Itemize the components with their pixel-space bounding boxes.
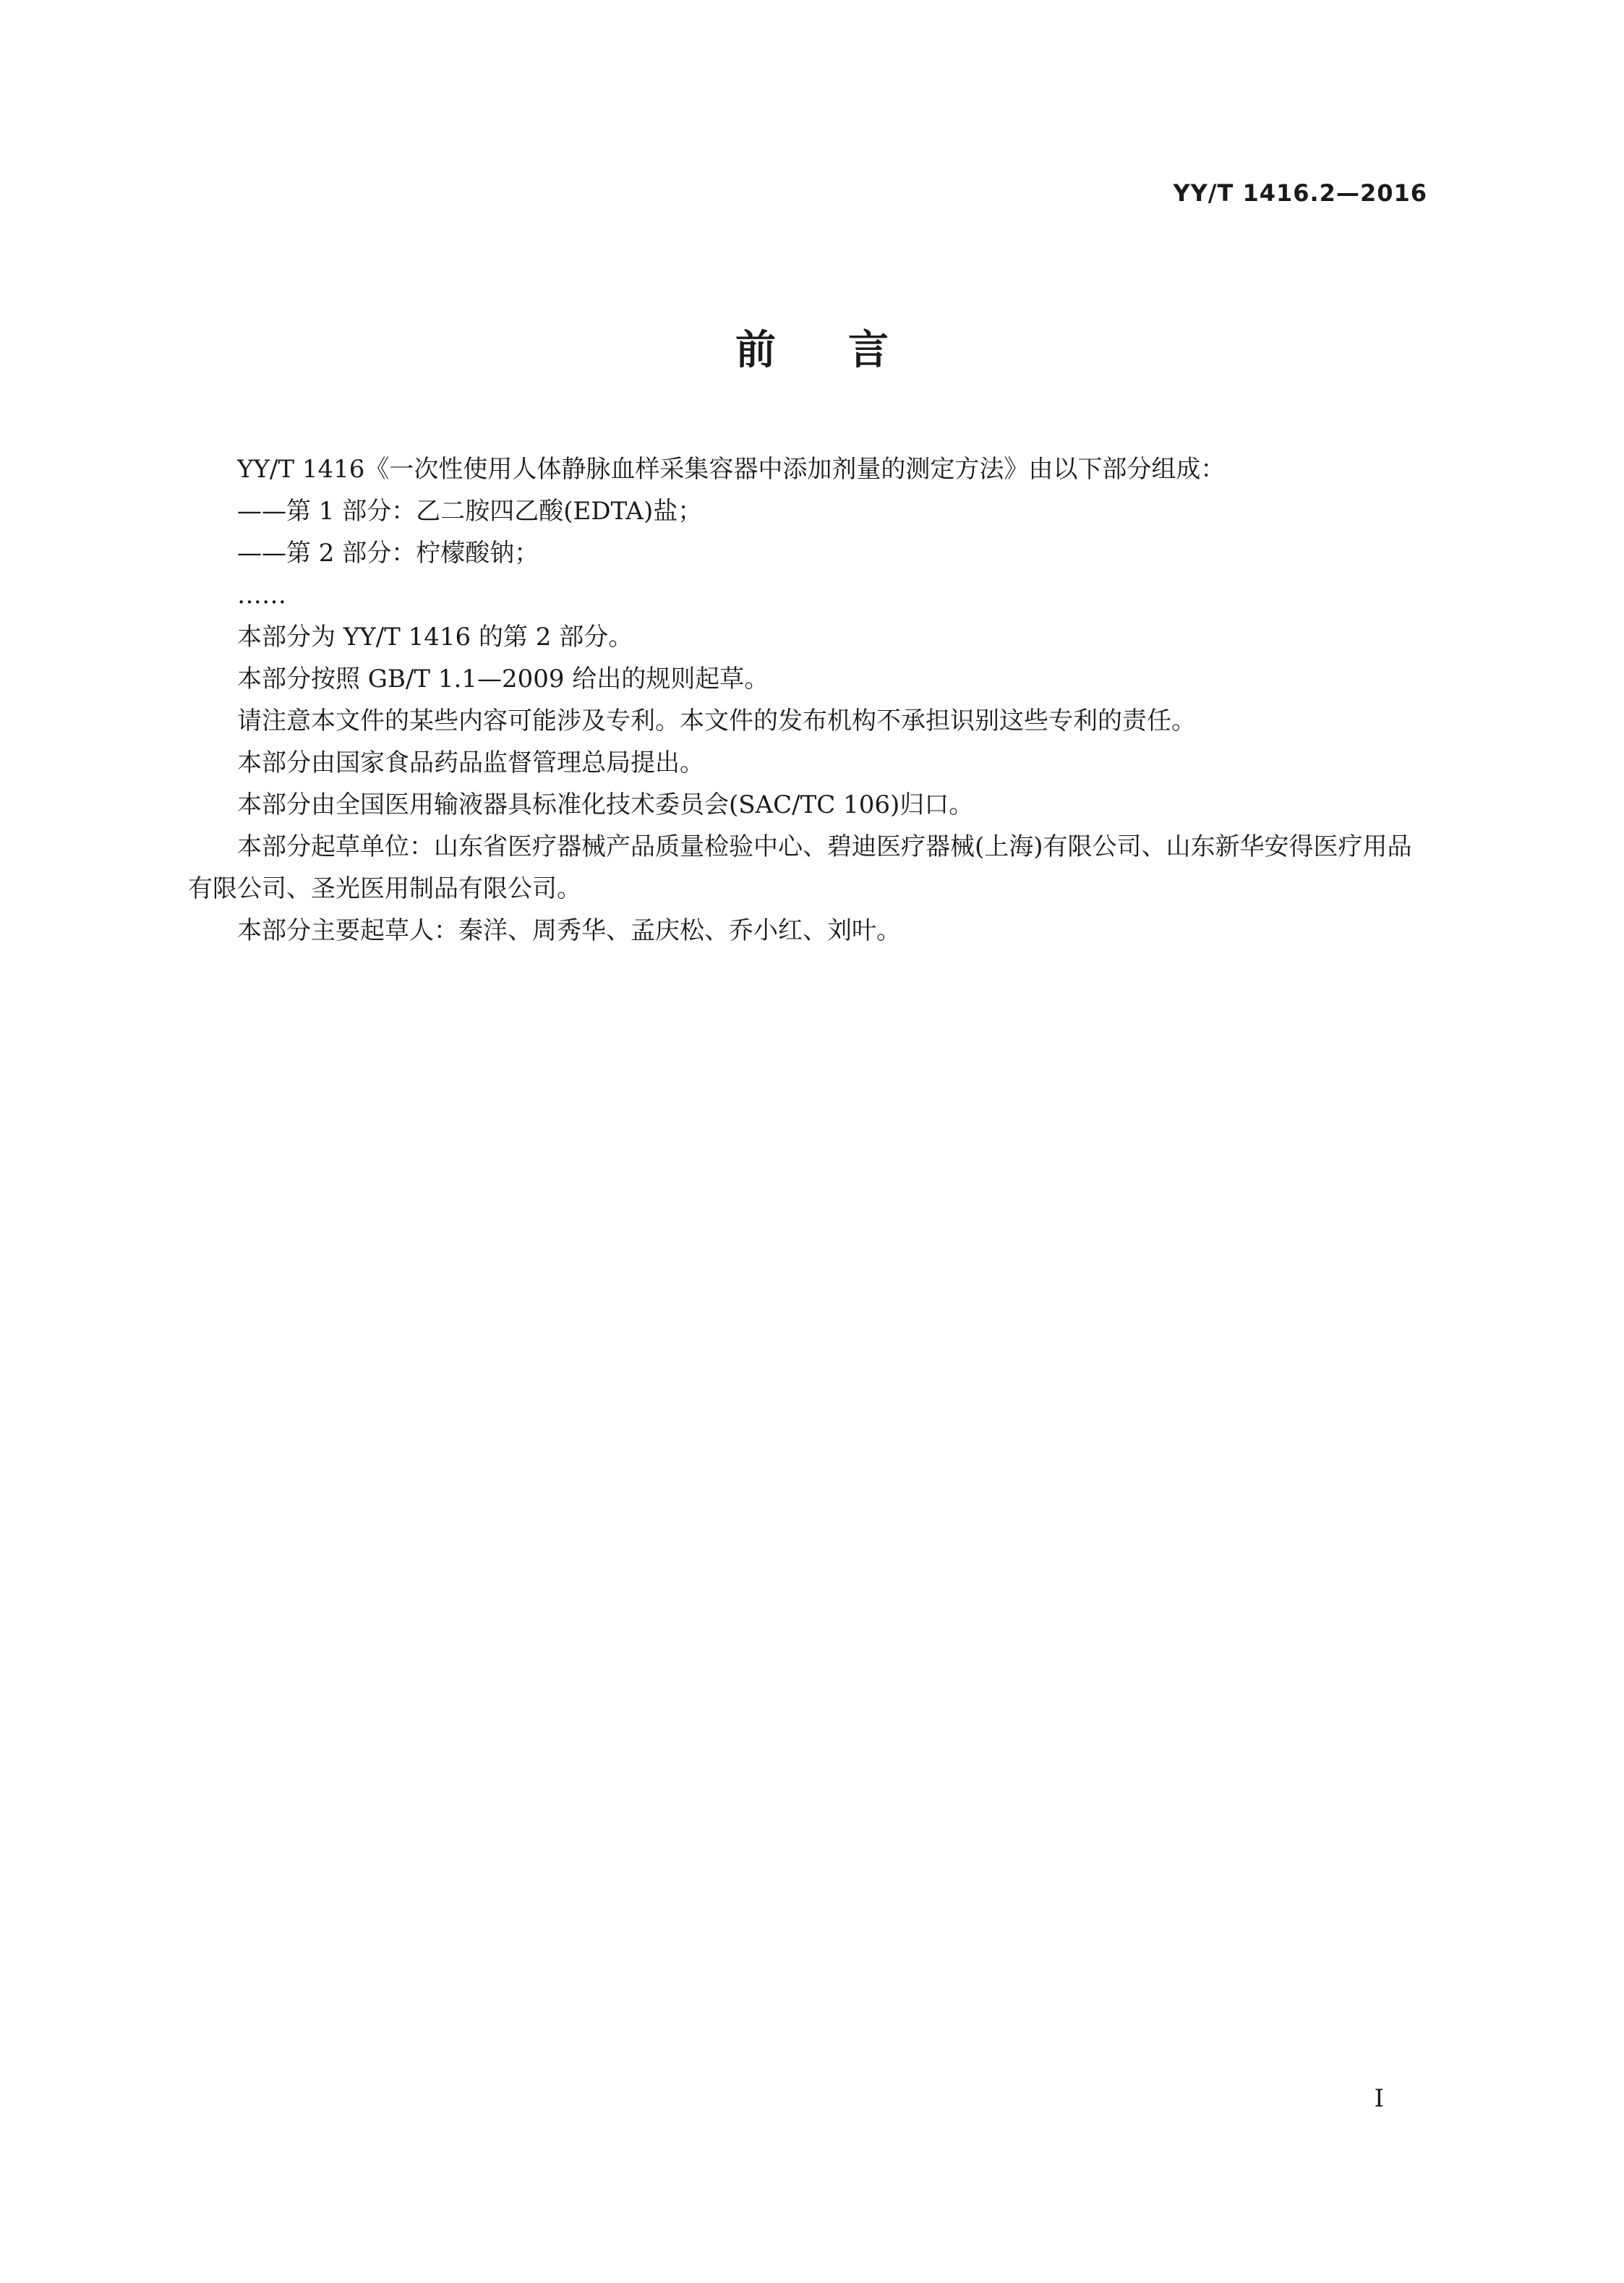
intro-paragraph: YY/T 1416《一次性使用人体静脉血样采集容器中添加剂量的测定方法》由以下部分组成： — [237, 455, 1226, 484]
paragraph: 本部分起草单位：山东省医疗器械产品质量检验中心、碧迪医疗器械(上海)有限公司、山东新华安得医疗用品有限公司、圣光医用制品有限公司。 — [188, 832, 1412, 903]
part-list-ellipsis: …… — [237, 581, 286, 610]
paragraph: 本部分按照 GB/T 1.1—2009 给出的规则起草。 — [237, 665, 769, 694]
page-title: 前言 — [735, 327, 961, 374]
paragraph: 本部分由国家食品药品监督管理总局提出。 — [237, 748, 704, 777]
part-list-item: ——第 2 部分：柠檬酸钠； — [237, 539, 539, 568]
foreword-body — [188, 448, 1432, 952]
paragraph: 请注意本文件的某些内容可能涉及专利。本文件的发布机构不承担识别这些专利的责任。 — [237, 707, 1196, 735]
part-list-item: ——第 1 部分：乙二胺四乙酸(EDTA)盐； — [237, 497, 703, 526]
paragraph: 本部分由全国医用输液器具标准化技术委员会(SAC/TC 106)归口。 — [237, 790, 974, 819]
paragraph: 本部分主要起草人：秦洋、周秀华、孟庆松、乔小红、刘叶。 — [237, 916, 901, 945]
paragraph: 本部分为 YY/T 1416 的第 2 部分。 — [237, 623, 633, 652]
standard-number: YY/T 1416.2—2016 — [1173, 179, 1427, 207]
page-number: I — [1374, 2084, 1384, 2113]
